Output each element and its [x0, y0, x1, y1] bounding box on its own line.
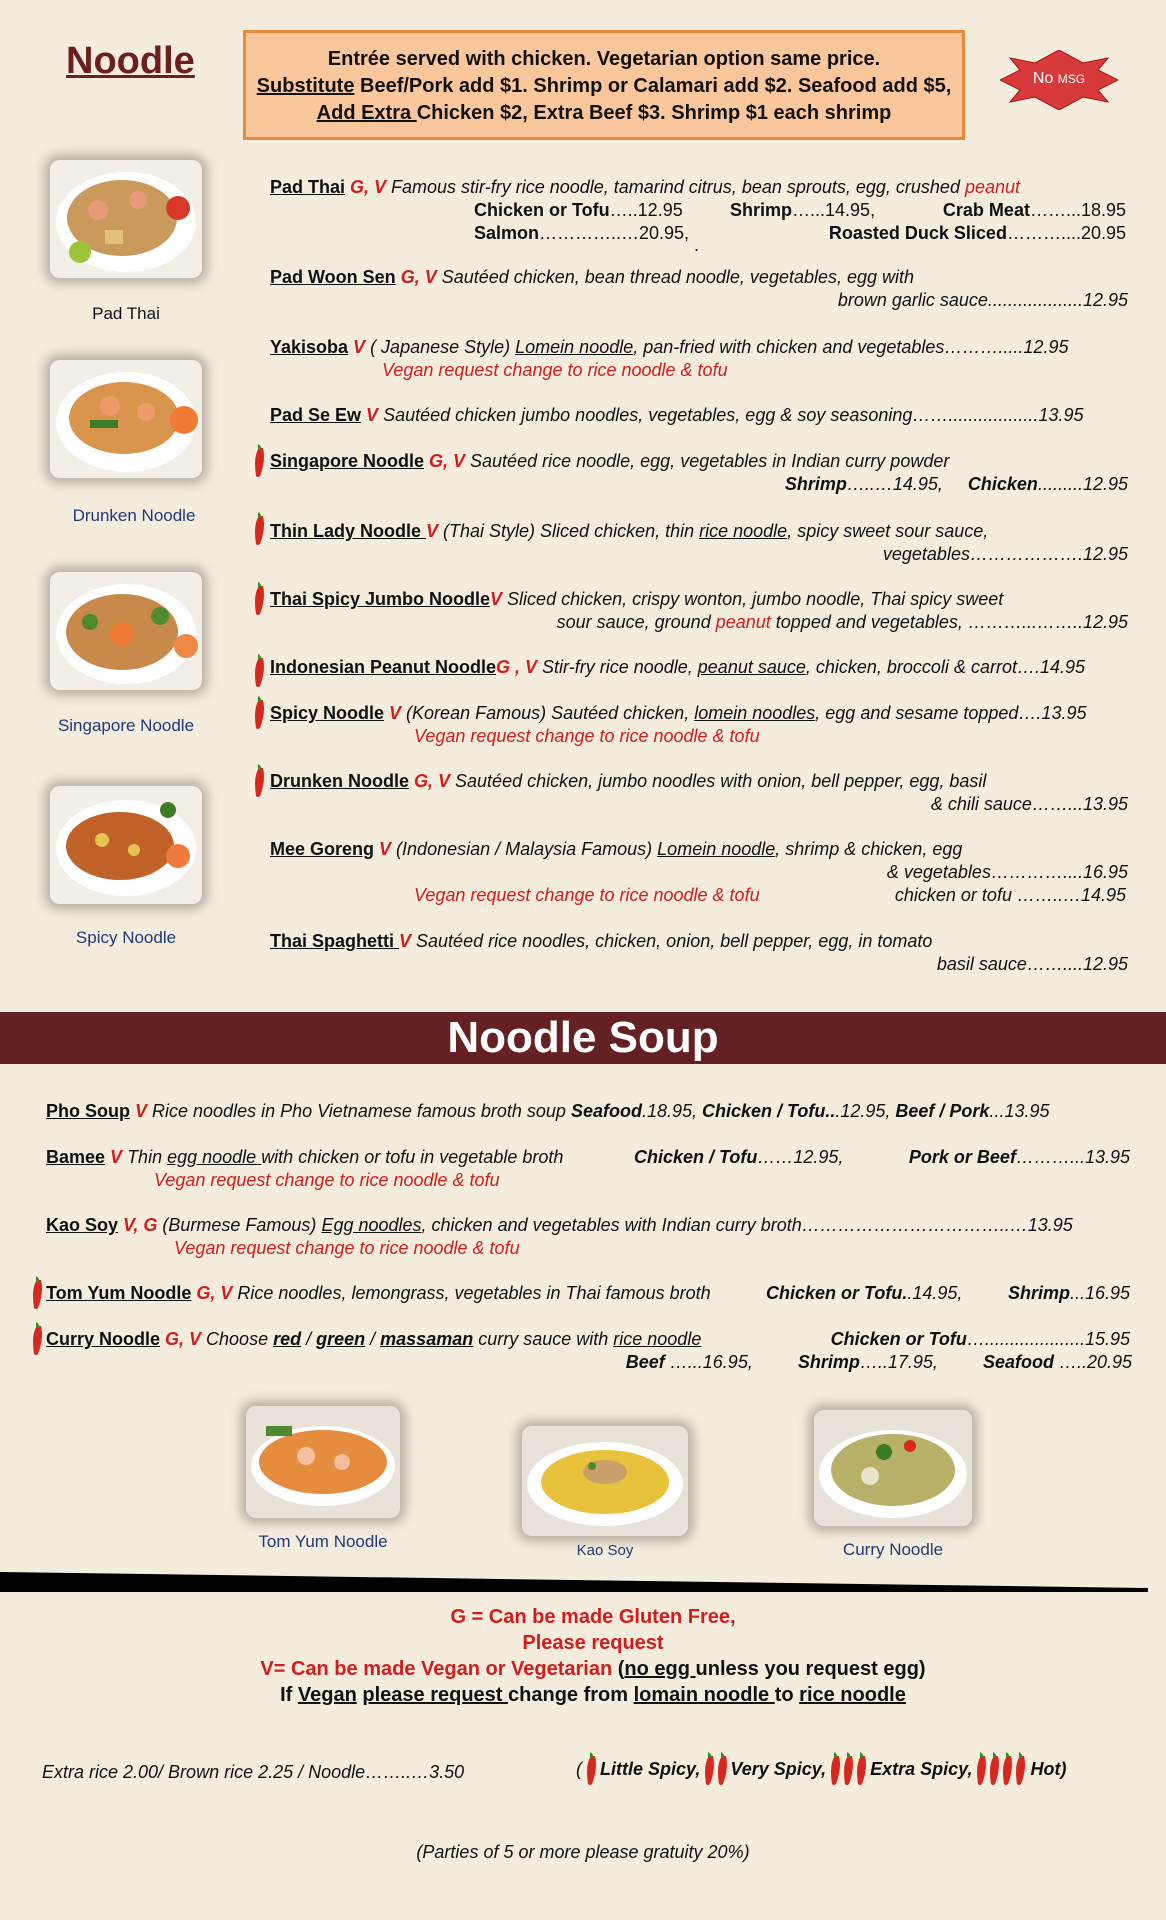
spice-legend: ( Little Spicy, Very Spicy, Extra Spicy, Hot): [576, 1752, 1066, 1786]
spicy-noodle-photo: [50, 786, 202, 904]
two-chili-icon: [700, 1752, 730, 1786]
singapore-noodle-caption: Singapore Noodle: [57, 716, 195, 735]
notice-line-1: Entrée served with chicken. Vegetarian option same price.: [327, 48, 881, 70]
spice-hot: Hot): [1030, 1758, 1067, 1779]
legend-gluten-free: G = Can be made Gluten Free,: [450, 1606, 736, 1628]
chili-icon: [250, 444, 268, 478]
gratuity-note: (Parties of 5 or more please gratuity 20%): [416, 1842, 750, 1862]
menu-item-thai-spicy-jumbo-noodle: Thai Spicy Jumbo NoodleV Sliced chicken, crispy wonton, jumbo noodle, Thai spicy sweet sour sauce, ground peanut topped and vegetables, ………...……..12.95: [270, 589, 1128, 632]
tom-yum-photo: [246, 1406, 400, 1518]
menu-item-thin-lady-noodle: Thin Lady Noodle V (Thai Style) Sliced chicken, thin rice noodle, spicy sweet sour sauce, vegetables……………….12.95: [270, 521, 1128, 564]
notice-line-2: Substitute Beef/Pork add $1. Shrimp or Calamari add $2. Seafood add $5,: [256, 75, 952, 97]
menu-item-mee-goreng: Mee Goreng V (Indonesian / Malaysia Famous) Lomein noodle, shrimp & chicken, egg & vegetables…………....16.95 Vegan request change to rice noodle & tofu chicken or tofu ……..…14.95: [270, 839, 1128, 905]
singapore-noodle-photo: [50, 572, 202, 690]
curry-noodle-photo: [814, 1410, 972, 1526]
menu-item-pho-soup: Pho Soup V Rice noodles in Pho Vietnamese famous broth soup Seafood.18.95, Chicken / Tofu...12.95, Beef / Pork...13.95: [46, 1101, 1050, 1121]
menu-item-thai-spaghetti: Thai Spaghetti V Sautéed rice noodles, chicken, onion, bell pepper, egg, in tomato basil sauce……....12.95: [270, 931, 1128, 974]
curry-noodle-caption: Curry Noodle: [842, 1540, 944, 1559]
chili-icon: [250, 512, 268, 546]
legend-vegan: V= Can be made Vegan or Vegetarian (no egg unless you request egg): [260, 1658, 926, 1680]
three-chili-icon: [826, 1752, 870, 1786]
badge-no: No: [1032, 70, 1054, 87]
menu-item-indonesian-peanut-noodle: Indonesian Peanut NoodleG , V Stir-fry rice noodle, peanut sauce, chicken, broccoli & carrot….14.95: [270, 657, 1085, 677]
menu-item-kao-soy: Kao Soy V, G (Burmese Famous) Egg noodles, chicken and vegetables with Indian curry broth……………………………..…13.95 Vegan request change to rice noodle & tofu: [46, 1215, 1073, 1258]
menu-item-curry-noodle: Curry Noodle G, V Choose red / green / massaman curry sauce with rice noodle Chicken or Tofu…....................15.95 Beef …...16.95, Shrimp…..17.95, Seafood …..20.95: [46, 1329, 1132, 1372]
pad-thai-caption: Pad Thai: [92, 304, 160, 323]
menu-item-pad-thai: Pad Thai G, V Famous stir-fry rice noodle, tamarind citrus, bean sprouts, egg, crushed peanut Chicken or Tofu…..12.95 Shrimp…...14.95, Crab Meat……...18.95 Salmon…………..…20.95, Roasted Duck Sliced………....20.95 .: [270, 177, 1126, 255]
chili-icon: [582, 1752, 600, 1786]
chili-icon: [28, 1276, 46, 1310]
chili-icon: [250, 582, 268, 616]
drunken-noodle-caption: Drunken Noodle: [72, 506, 196, 525]
spice-little: Little Spicy,: [600, 1758, 701, 1779]
menu-item-drunken-noodle: Drunken Noodle G, V Sautéed chicken, jumbo noodles with onion, bell pepper, egg, basil & chili sauce……...13.95: [270, 771, 1128, 814]
pad-thai-photo: [50, 160, 202, 278]
section-title-noodle: Noodle: [66, 40, 195, 82]
pricing-notice: [243, 30, 965, 140]
badge-msg: MSG: [1057, 72, 1086, 86]
menu-item-yakisoba: Yakisoba V ( Japanese Style) Lomein noodle, pan-fried with chicken and vegetables……….....12.95 Vegan request change to rice noodle & tofu: [270, 337, 1069, 380]
chili-icon: [250, 696, 268, 730]
menu-item-bamee: Bamee V Thin egg noodle with chicken or tofu in vegetable broth Chicken / Tofu……12.95, Pork or Beef………...13.95 Vegan request change to rice noodle & tofu: [46, 1147, 1130, 1190]
kao-soy-photo: [522, 1426, 688, 1536]
menu-item-spicy-noodle: Spicy Noodle V (Korean Famous) Sautéed chicken, lomein noodles, egg and sesame topped….13.95 Vegan request change to rice noodle & tofu: [270, 703, 1087, 746]
spicy-noodle-caption: Spicy Noodle: [75, 928, 177, 947]
extras-pricing: Extra rice 2.00/ Brown rice 2.25 / Noodle……..…3.50: [42, 1762, 465, 1782]
chili-icon: [250, 654, 268, 688]
no-msg-badge: [1000, 50, 1118, 110]
section-title-noodle-soup: Noodle Soup: [0, 1012, 1166, 1064]
menu-item-pad-se-ew: Pad Se Ew V Sautéed chicken jumbo noodles, vegetables, egg & soy seasoning……..................13.95: [270, 405, 1084, 425]
kao-soy-caption: Kao Soy: [576, 1542, 634, 1559]
section-divider: [0, 1570, 1166, 1599]
chili-icon: [28, 1322, 46, 1356]
legend-vegan-request: If Vegan please request change from lomain noodle to rice noodle: [280, 1684, 906, 1706]
menu-item-pad-woon-sen: Pad Woon Sen G, V Sautéed chicken, bean thread noodle, vegetables, egg with brown garlic sauce...................12.95: [270, 267, 1128, 310]
chili-icon: [250, 764, 268, 798]
menu-item-singapore-noodle: Singapore Noodle G, V Sautéed rice noodle, egg, vegetables in Indian curry powder Shrimp…..…14.95, Chicken.........12.95: [270, 451, 1128, 494]
spice-extra: Extra Spicy,: [870, 1758, 973, 1779]
notice-line-3: Add Extra Chicken $2, Extra Beef $3. Shrimp $1 each shrimp: [316, 102, 892, 124]
spice-very: Very Spicy,: [730, 1758, 827, 1779]
drunken-noodle-photo: [50, 360, 202, 478]
menu-item-tom-yum-noodle: Tom Yum Noodle G, V Rice noodles, lemongrass, vegetables in Thai famous broth Chicken or Tofu..14.95, Shrimp...16.95: [46, 1283, 1130, 1303]
four-chili-icon: [972, 1752, 1030, 1786]
tom-yum-caption: Tom Yum Noodle: [258, 1532, 388, 1551]
legend-please-request: Please request: [522, 1632, 664, 1654]
